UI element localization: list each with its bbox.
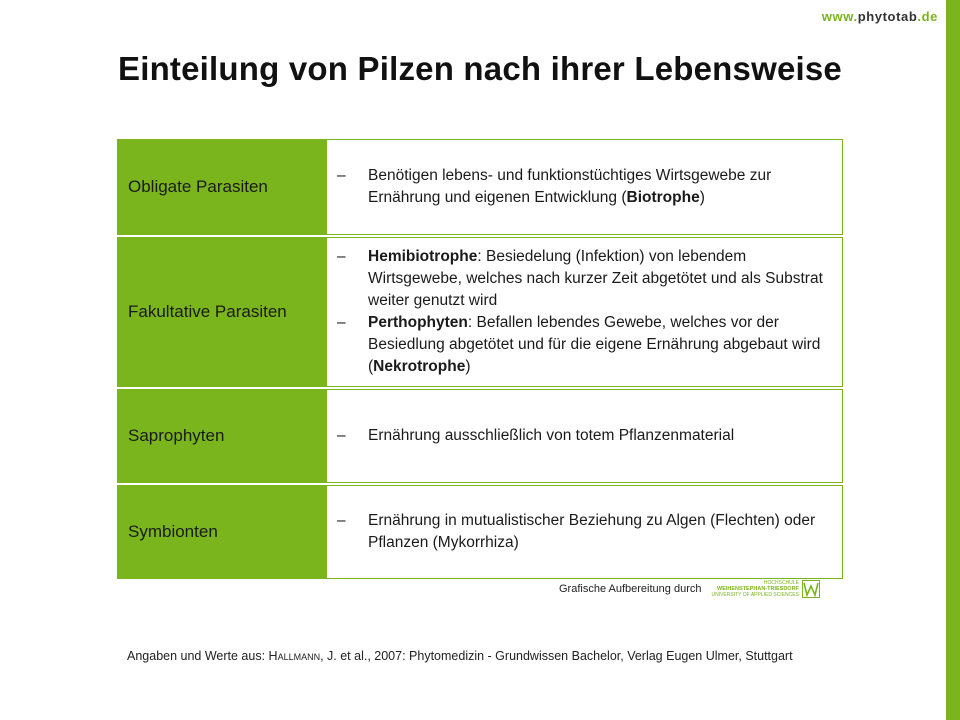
row-label: Saprophyten [117,389,327,483]
row-label: Obligate Parasiten [117,139,327,235]
bullet-text: : Befallen lebendes Gewebe, welches vor der Besiedlung abgetötet und für die eigene Ernährung abgebaut wird ( [368,314,821,375]
credit-text: Grafische Aufbereitung durch [559,583,702,595]
dash-bullet: – [337,167,346,184]
bullet-text: ) [699,189,705,206]
dash-bullet: – [337,427,346,444]
dash-bullet: – [337,512,346,529]
table-row-saprophyten [117,389,843,485]
url-www: www. [821,9,858,24]
source-rest: , J. et al., 2007: Phytomedizin - Grundwissen Bachelor, Verlag Eugen Ulmer, Stuttgart [320,649,793,663]
logo-line: WEIHENSTEPHAN-TRIESDORF [717,586,799,592]
row-label: Symbionten [117,485,327,579]
logo-line: HOCHSCHULE [763,580,799,586]
source-prefix: Angaben und Werte aus: [127,649,269,663]
bullet-text: Ernährung in mutualistischer Beziehung zu Algen (Flechten) oder Pflanzen (Mykorrhiza) [368,512,816,551]
row-description [327,139,843,235]
bullet-text: ) [465,358,471,375]
table-row-symbionten [117,485,843,579]
row-description [327,237,843,387]
source-author: Hallmann [268,649,321,663]
bullet-bold: Biotrophe [626,189,700,206]
table-row-obligate [117,139,843,237]
university-logo [711,580,819,598]
bullet-bold: Nekrotrophe [373,358,466,375]
bullet-text: : Besiedelung (Infektion) von lebendem Wirtsgewebe, welches nach kurzer Zeit abgetötet und als Substrat weiter genutzt wird [368,248,823,309]
list-item [337,425,832,447]
table-row-fakultative [117,237,843,389]
lifestyle-table [117,139,843,579]
bullet-bold: Hemibiotrophe [368,248,478,265]
list-item [337,246,832,312]
bullet-text: Benötigen lebens- und funktionstüchtiges Wirtsgewebe zur Ernährung und eigenen Entwicklung ( [368,167,772,206]
logo-mark-icon [802,580,820,598]
page-title: Einteilung von Pilzen nach ihrer Lebensweise [118,50,842,87]
dash-bullet: – [337,248,346,265]
site-url[interactable] [822,9,938,24]
dash-bullet: – [337,314,346,331]
row-label: Fakultative Parasiten [117,237,327,387]
url-tld: .de [917,9,938,24]
logo-line: UNIVERSITY OF APPLIED SCIENCES [711,592,799,598]
list-item [337,510,832,554]
row-description [327,485,843,579]
list-item [337,312,832,378]
source-note [127,646,835,666]
graphics-credit [559,580,820,598]
row-description [327,389,843,483]
bullet-bold: Perthophyten [368,314,468,331]
right-accent-bar [946,0,960,720]
url-domain: phytotab [857,9,918,24]
bullet-text: Ernährung ausschließlich von totem Pflanzenmaterial [368,427,735,444]
list-item [337,165,832,209]
